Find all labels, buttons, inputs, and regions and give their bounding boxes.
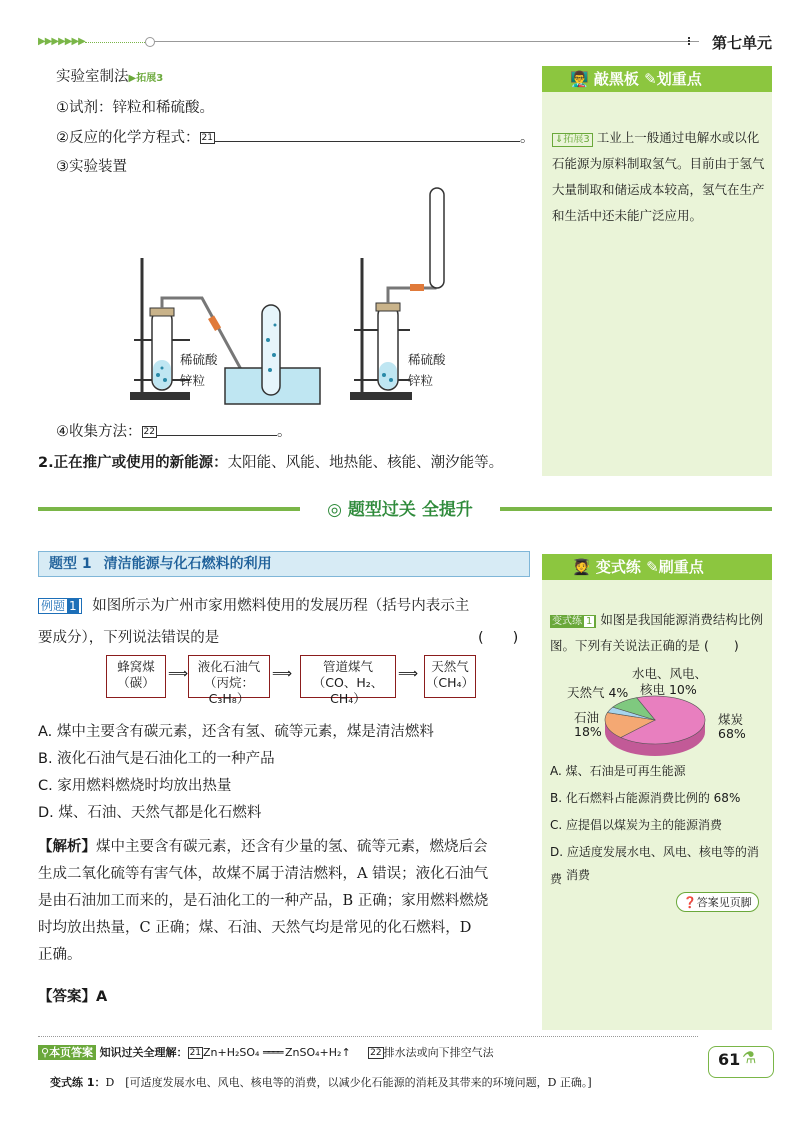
example-stem-line2 [38,626,528,647]
footer-num-22: 22 [370,1048,382,1058]
point-2-bold: 正在推广或使用的新能源： [53,455,228,471]
practice-option-c[interactable]: C. 应提倡以煤炭为主的能源消费 [550,818,723,832]
analysis-line-5: 正确。 [38,947,82,963]
practice-option-d[interactable]: D. 应适度发展水电、风电、核电等的消费 [550,845,759,886]
flow-arrow-3: ⟹ [398,666,419,682]
sidebar-top-title-a: 敲黑板 [593,70,639,88]
left-stand-base [130,392,190,400]
flow-box-pipe-gas-line1: 管道煤气 [322,659,373,674]
banner-line-right [500,507,772,511]
blank-21[interactable] [215,127,520,142]
pen-icon: ✎ [644,70,657,88]
example-stem-line1 [38,594,528,615]
lab-item-1: ①试剂：锌粒和稀硫酸。 [56,100,214,116]
left-liquid [153,360,171,389]
footer-num-21: 21 [189,1048,202,1058]
sidebar-top-title-b: 划重点 [656,70,702,88]
example-num: 1 [69,599,77,613]
answer-value: A [96,989,108,1005]
sidebar-top-tag-text: 拓展3 [563,134,590,145]
lab-item-3: ③实验装置 [56,159,127,175]
footer-tag-text: 本页答案 [49,1046,94,1059]
flow-box-lpg [188,655,270,706]
sidebar-top-title-bar [542,66,772,92]
topic-title: 清洁能源与化石燃料的利用 [103,556,272,572]
footer-tag [38,1045,96,1060]
example-option-b[interactable]: B. 液化石油气是石油化工的一种产品 [38,751,275,767]
practice-stem-text: 如图是我国能源消费结构比例图。下列有关说法正确的是 [550,612,763,653]
footer-line2-text: D [可适度发展水电、风电、核电等的消费，以减少化石能源的消耗及其带来的环境问题，D 正确。] [105,1076,592,1089]
point-2 [38,451,503,472]
footer-eq-left: Zn+H₂SO₄ [203,1046,260,1059]
example-option-c[interactable]: C. 家用燃料燃烧时均放出热量 [38,778,232,794]
flow-arrow-2: ⟹ [272,666,293,682]
analysis-tag: 【解析】 [38,839,96,855]
header-rule [154,41,699,42]
flow-box-pipe-gas [300,655,396,706]
flow-arrow-1: ⟹ [168,666,189,682]
footer-line-1 [38,1044,494,1060]
analysis-text-1: 煤中主要含有碳元素，还含有少量的氢、硫等元素，燃烧后会 [96,839,488,855]
flow-box-coal [106,655,166,698]
answer-line [38,985,107,1006]
example-tag [38,598,82,614]
unit-title: 第七单元 [712,34,773,52]
flow-box-natural-gas-line2: （CH₄） [425,675,475,690]
footer-line-2 [50,1074,592,1090]
topic-label: 题型 1 [49,556,92,572]
pie-label-coal: 煤炭 [718,712,744,727]
pie-label-coal-value: 68% [718,726,746,741]
practice-option-b[interactable]: B. 化石燃料占能源消费比例的 68% [550,791,741,805]
sidebar-top-body [552,125,767,229]
practice-num: 1 [586,616,593,627]
apparatus-left-label-zinc: 锌粒 [180,373,206,388]
page-number: 61 [718,1050,741,1069]
footer-rule [38,1036,698,1037]
brush-icon: ✎ [646,558,659,576]
apparatus-right-label-zinc: 锌粒 [408,373,434,388]
sidebar-top-tag [552,133,593,147]
teacher-icon: 👨‍🏫 [570,70,589,88]
pie-label-water: 水电、风电、 [632,666,708,681]
key-icon: ⚲ [41,1046,50,1059]
analysis-line-2: 生成二氧化硫等有害气体，故煤不属于清洁燃料，A 错误；液化石油气 [38,866,489,882]
footer-eq-right: ZnSO₄+H₂↑ [284,1046,351,1059]
flask-icon: ⚗ [742,1048,757,1067]
pie-label-gas: 天然气 4% [567,685,629,700]
practice-option-d-cont: 消费 [566,868,591,882]
lab-title-text: 实验室制法 [56,69,129,85]
point-2-num: 2. [38,455,54,471]
header-circle [145,37,155,47]
analysis-line-1 [38,834,528,861]
sidebar-top-text: 工业上一般通过电解水或以化石能源为原料制取氢气。目前由于氢气大量制取和储运成本较高，氢气在生产和生活中还未能广泛应用。 [552,130,765,223]
banner-swirl-icon: ◎ [327,500,342,520]
blank-22[interactable] [157,421,277,436]
banner-title-b: 全提升 [421,500,473,520]
answer-tag: 【答案】 [38,989,96,1005]
example-option-d[interactable]: D. 煤、石油、天然气都是化石燃料 [38,805,262,821]
flow-box-pipe-gas-line2: （CO、H₂、CH₄） [312,675,384,706]
answer-link-badge[interactable] [676,892,759,912]
extension-down-icon: ⇓ [555,134,564,145]
lab-item-2-end: 。 [519,130,535,146]
practice-option-a[interactable]: A. 煤、石油是可再生能源 [550,764,686,778]
lab-title [56,65,163,86]
equals-sign: ════ [262,1046,282,1059]
flow-box-coal-line2: （碳） [117,675,155,690]
pie-label-oil-value: 18% [574,724,602,739]
flow-box-lpg-line1: 液化石油气 [197,659,261,674]
example-answer-paren[interactable]: ( ) [478,630,519,646]
banner-title-a: 题型过关 [347,500,416,520]
practice-tag-text: 变式练 [552,616,582,627]
lab-item-2-prefix: ②反应的化学方程式： [56,130,200,146]
sidebar-bottom-title-bar [542,554,772,580]
practice-answer-paren[interactable]: ( ) [704,638,739,653]
header-arrows: ▶▶▶▶▶▶▶ [38,36,85,47]
example-stem-2: 要成分），下列说法错误的是 [38,630,220,646]
example-stem-1: 如图所示为广州市家用燃料使用的发展历程（括号内表示主 [92,598,470,614]
header-rule-dots [688,37,700,45]
section-banner-title [300,495,500,520]
lab-item-2 [56,126,534,147]
example-option-a[interactable]: A. 煤中主要含有碳元素，还含有氢、硫等元素，煤是清洁燃料 [38,724,434,740]
practice-tag [550,615,596,628]
flow-box-natural-gas-line1: 天然气 [431,659,469,674]
lab-item-4 [56,420,291,441]
flow-box-lpg-line2: （丙烷：C₃H₈） [203,675,254,706]
inverted-tube [430,188,444,288]
topic-bar [38,551,530,577]
point-2-rest: 太阳能、风能、地热能、核能、潮汐能等。 [227,455,504,471]
pie-label-oil: 石油 [574,710,600,725]
practice-stem [550,607,768,659]
blank-number-22: 22 [143,427,155,437]
student-icon: 🧑‍🎓 [572,558,591,576]
banner-line-left [38,507,300,511]
analysis-line-4: 时均放出热量，C 正确；煤、石油、天然气均是常见的化石燃料，D [38,920,472,936]
footer-label: 知识过关全理解： [99,1046,188,1059]
apparatus-left-label-acid: 稀硫酸 [180,352,218,367]
sidebar-bottom-title-a: 变式练 [595,558,641,576]
analysis-block [38,834,528,969]
answer-link-text: 答案见页脚 [696,896,752,909]
blank-number-21: 21 [201,133,213,143]
collecting-tube [262,305,280,395]
lab-item-4-end: 。 [276,424,292,440]
apparatus-right-label-acid: 稀硫酸 [408,352,446,367]
flow-box-natural-gas [424,655,476,698]
analysis-line-3: 是由石油加工而来的，是石油化工的一种产品，B 正确；家用燃料燃烧 [38,893,489,909]
extension-arrow-icon: ▶ [128,73,137,84]
hint-icon: ❓ [683,896,697,909]
pie-label-nuclear: 核电 10% [640,682,697,697]
right-stand-base [350,392,412,400]
example-tag-text: 例题 [41,599,66,613]
footer-ans-22: 排水法或向下排空气法 [383,1046,494,1059]
header-dotted-line [85,42,145,43]
lab-item-4-prefix: ④收集方法： [56,424,142,440]
sidebar-bottom-title-b: 刷重点 [658,558,704,576]
footer-line2-label: 变式练 1： [50,1076,106,1089]
flow-box-coal-line1: 蜂窝煤 [117,659,155,674]
extension-tag: 拓展3 [136,73,164,84]
